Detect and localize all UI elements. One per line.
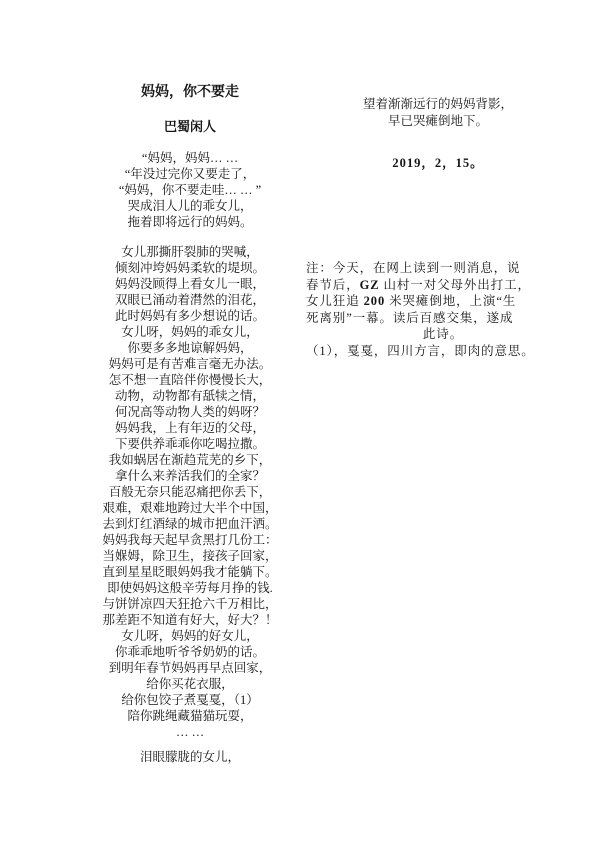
poem-line: 哭成泪人儿的乖女儿， [127, 199, 253, 213]
poem-line: 妈妈我每天起早贪黑打几份工： [102, 533, 278, 547]
stanza-1 [58, 150, 322, 230]
note-line-6: （1），戛戛，四川方言，即肉的意思。 [306, 343, 535, 358]
farewell-line-2: 早已哭瘫倒地下。 [387, 113, 488, 128]
poem-line: 倾刻冲垮妈妈柔软的堤坝。 [114, 261, 265, 275]
poem-line: 到明年春节妈妈再早点回家， [108, 661, 272, 675]
farewell-block [303, 96, 573, 129]
poem-line: 女儿呀，妈妈的乖女儿， [121, 325, 259, 339]
poem-line: 我如蜗居在渐趋荒芜的乡下， [108, 453, 272, 467]
stanza-2 [58, 244, 322, 740]
poem-line: “妈妈，你不要走哇… … ” [118, 183, 262, 197]
poem-line: 拖着即将远行的妈妈。 [127, 215, 253, 229]
note-text-segment: 山村一对父母外出打工， [379, 277, 531, 292]
poem-title: 妈妈，你不要走 [141, 85, 239, 100]
date-line: 2019，2，15。 [392, 156, 484, 170]
poem-line: 妈妈没顾得上看女儿一眼， [114, 277, 265, 291]
poem-line: 何况高等动物人类的妈呀？ [114, 405, 265, 419]
farewell-line-1: 望着渐渐远行的妈妈背影， [362, 97, 513, 111]
poem-line: “年没过完你又要走了， [124, 167, 256, 181]
poem-line: 此时妈妈有多少想说的话。 [114, 309, 265, 323]
note-text-segment: 米哭瘫倒地，上演“生 [385, 294, 517, 308]
poem-line: 怎不想一直陪伴你慢慢长大， [108, 373, 272, 387]
note-line-5: 此诗。 [422, 327, 464, 341]
note-line-3 [306, 293, 580, 310]
poem-line: 动物，动物都有舐犊之情， [114, 389, 265, 403]
poem-line: 陪你跳绳藏猫猫玩耍， [127, 709, 253, 723]
poem-line: 下要供养乖乖你吃喝拉撒。 [114, 437, 265, 451]
poem-line: 女儿那撕肝裂肺的哭喊， [121, 245, 259, 259]
note-line-4: 死离别”一幕。读后百感交集，遂成 [306, 310, 514, 325]
poem-line: 妈妈可是有苦难言毫无办法。 [108, 357, 272, 371]
poem-line: 艰难，艰难地跨过大半个中国， [102, 501, 278, 515]
poem-line: 去到灯红酒绿的城市把血汗洒。 [102, 517, 278, 531]
note-line-1: 注：今天，在网上读到一则消息，说 [306, 261, 521, 275]
note-bold-segment: 200 [363, 294, 386, 308]
poem-line: 女儿呀，妈妈的好女儿， [121, 629, 259, 643]
poem-line: 给你包饺子煮戛戛，（1） [121, 693, 259, 707]
poem-line: 你乖乖地听爷爷奶奶的话。 [114, 645, 265, 659]
poem-closing-line: 泪眼朦胧的女儿， [139, 750, 240, 764]
poem-author: 巴蜀闲人 [163, 119, 216, 134]
poem-line: 即使妈妈这般辛劳每月挣的钱. [107, 581, 273, 595]
poem-line: 妈妈我，上有年迈的父母， [114, 421, 265, 435]
poem-line: 双眼已涌动着潸然的泪花， [114, 293, 265, 307]
poem-line: 给你买花衣服， [146, 677, 234, 691]
poem-line: 当媬姆，除卫生，接孩子回家， [102, 549, 278, 563]
note-text-segment: 女儿狂追 [306, 294, 364, 308]
poem-line: “妈妈，妈妈… … [141, 151, 239, 165]
poem-line: 拿什么来养活我们的全家？ [114, 469, 265, 483]
note-block [306, 260, 580, 359]
poem-line: 与饼饼凉四天狂抢六千万相比， [102, 597, 278, 611]
poem-line: 直到星星眨眼妈妈我才能躺下。 [102, 565, 278, 579]
note-text-segment: 春节后， [306, 277, 360, 292]
poem-line: 那差距不知道有好大，好大？！ [102, 613, 278, 627]
poem-line: 百般无奈只能忍痛把你丢下， [108, 485, 272, 499]
poem-line: 你要多多地谅解妈妈， [127, 341, 253, 355]
poem-line: … … [175, 725, 205, 739]
note-bold-segment: GZ [359, 277, 380, 292]
note-line-2 [306, 277, 580, 294]
